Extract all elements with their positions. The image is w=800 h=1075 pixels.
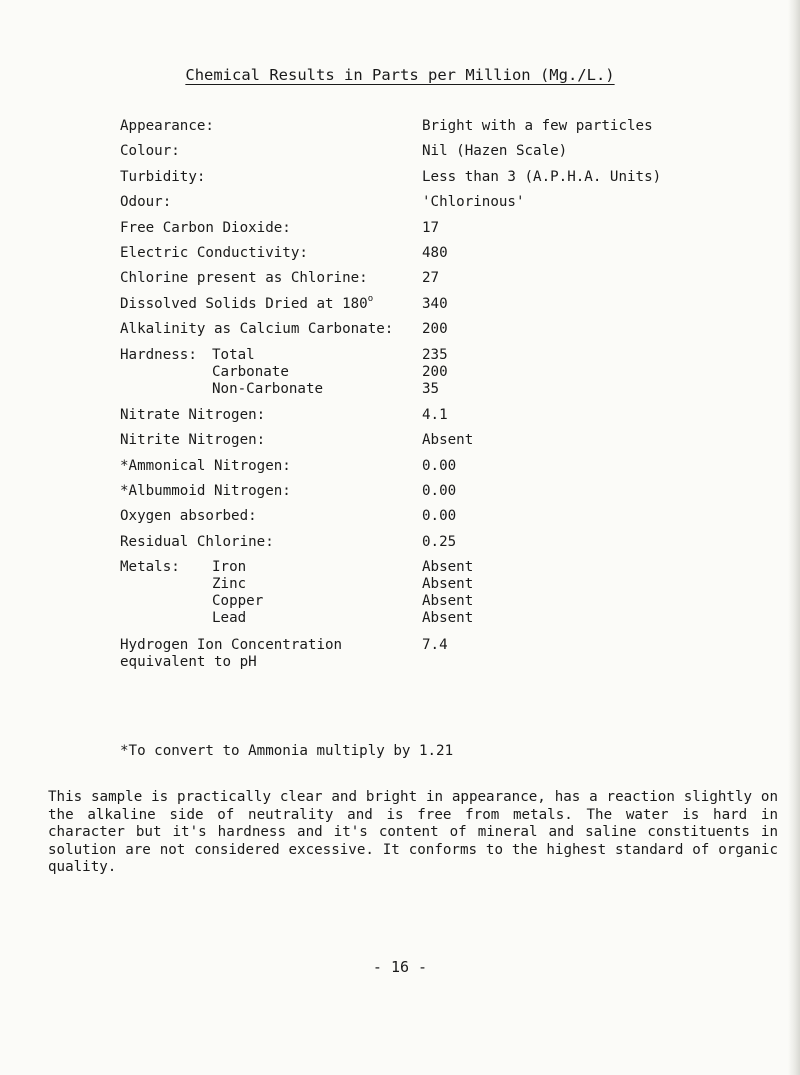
result-label: [120, 293, 422, 312]
result-value: 0.00: [422, 508, 457, 525]
result-label: Colour:: [120, 143, 180, 160]
result-label: Chlorine present as Chlorine:: [120, 270, 368, 287]
result-label: Nitrate Nitrogen:: [120, 406, 266, 423]
result-label: *Ammonical Nitrogen:: [120, 457, 291, 474]
result-label: Residual Chlorine:: [120, 533, 274, 550]
result-row: [120, 458, 760, 474]
hardness-row: [120, 364, 760, 381]
result-value: 17: [422, 219, 440, 236]
hardness-row: [120, 347, 760, 364]
result-row: [120, 118, 760, 134]
hydrogen-row: [120, 637, 760, 654]
result-value: Bright with a few particles: [422, 118, 653, 134]
result-label: *Albummoid Nitrogen:: [120, 483, 291, 500]
result-row: [120, 483, 760, 499]
hardness-label: Hardness:: [120, 346, 197, 363]
page-title: [0, 66, 800, 84]
metal-item-value: Absent: [422, 576, 474, 593]
hardness-item-label: Non-Carbonate: [212, 380, 324, 397]
metals-row: [120, 610, 760, 627]
result-row: [120, 321, 760, 337]
result-value: 0.00: [422, 483, 457, 500]
result-label-text: Dissolved Solids Dried at 180: [120, 295, 368, 312]
hardness-row: [120, 381, 760, 398]
result-value: 0.25: [422, 533, 457, 550]
metal-item-label: Copper: [212, 593, 264, 610]
metals-label: Metals:: [120, 559, 180, 576]
metal-item-value: Absent: [422, 559, 474, 576]
hardness-group: [120, 347, 760, 398]
footnote: *To convert to Ammonia multiply by 1.21: [120, 743, 454, 759]
metal-item-value: Absent: [422, 610, 474, 627]
result-label: Oxygen absorbed:: [120, 508, 257, 525]
result-label: Odour:: [120, 194, 172, 211]
hydrogen-value: 7.4: [422, 636, 448, 653]
metal-item-label: Zinc: [212, 576, 247, 593]
metal-item-value: Absent: [422, 593, 474, 610]
hardness-item-value: 35: [422, 380, 440, 397]
metals-group: [120, 559, 760, 627]
result-row: [120, 245, 760, 261]
result-value: 27: [422, 270, 440, 287]
metal-item-label: Iron: [212, 559, 247, 576]
result-value: 'Chlorinous': [422, 194, 525, 211]
result-row: [120, 220, 760, 236]
result-value: 0.00: [422, 457, 457, 474]
hardness-item-label: Carbonate: [212, 363, 289, 380]
result-row: [120, 143, 760, 159]
result-label: Alkalinity as Calcium Carbonate:: [120, 321, 394, 338]
page-title-text: Chemical Results in Parts per Million (Mg./L.): [185, 66, 615, 84]
hydrogen-label-line2: equivalent to pH: [120, 653, 257, 670]
result-label: Electric Conductivity:: [120, 244, 308, 261]
degree-superscript: o: [367, 293, 374, 304]
hydrogen-label-line1: Hydrogen Ion Concentration: [120, 636, 343, 653]
result-label: Nitrite Nitrogen:: [120, 432, 266, 449]
result-label: Free Carbon Dioxide:: [120, 219, 291, 236]
result-value: Absent: [422, 432, 474, 449]
result-row: [120, 508, 760, 524]
result-row: [120, 169, 760, 185]
result-row: [120, 194, 760, 210]
metal-item-label: Lead: [212, 610, 247, 627]
metals-row: [120, 576, 760, 593]
hardness-item-value: 200: [422, 363, 448, 380]
result-label: Appearance:: [120, 118, 214, 134]
result-value: 200: [422, 321, 448, 338]
result-row: [120, 407, 760, 423]
hardness-item-value: 235: [422, 346, 448, 363]
result-row: [120, 534, 760, 550]
results-table: [120, 118, 760, 680]
hydrogen-row: [120, 654, 760, 671]
result-value: Less than 3 (A.P.H.A. Units): [422, 168, 662, 185]
result-value: 480: [422, 244, 448, 261]
metals-row: [120, 593, 760, 610]
result-value: 340: [422, 295, 448, 312]
page-edge-shadow: [788, 0, 800, 1075]
result-row: [120, 293, 760, 312]
page-number: - 16 -: [372, 958, 428, 976]
hardness-item-label: Total: [212, 346, 255, 363]
result-row: [120, 270, 760, 286]
result-value: 4.1: [422, 406, 448, 423]
metals-row: [120, 559, 760, 576]
summary-paragraph: This sample is practically clear and bright in appearance, has a reaction slightly on the alkaline side of neutrality and is free from metals. The water is hard in character but it's hardness and it's content of mineral and saline constituents in solution are not considered excessive. It conforms to the highest standard of organic quality.: [48, 789, 778, 876]
result-label: Turbidity:: [120, 168, 206, 185]
result-row: [120, 432, 760, 448]
result-value: Nil (Hazen Scale): [422, 143, 568, 160]
hydrogen-group: [120, 637, 760, 671]
